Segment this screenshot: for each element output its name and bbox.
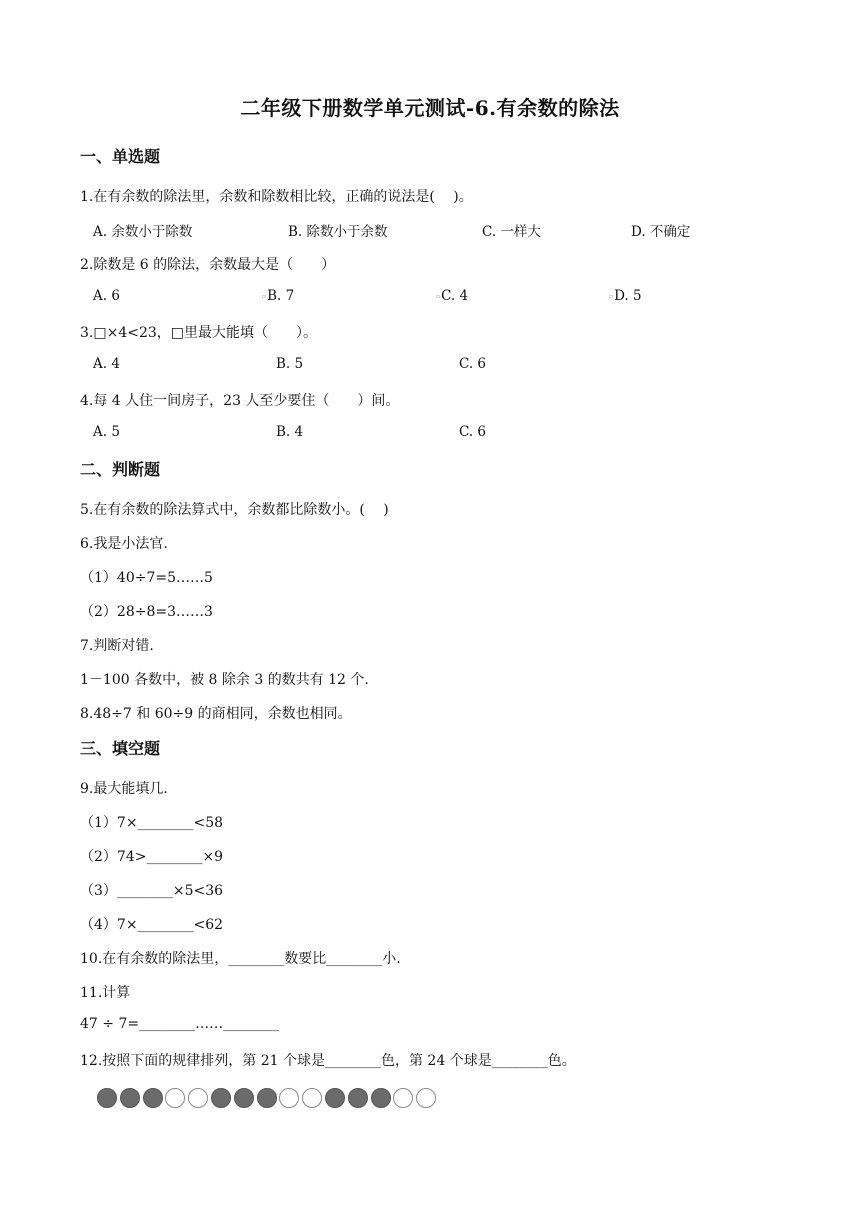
section-heading-true-false: 二、判断题 — [80, 460, 161, 479]
light-ball-icon — [188, 1088, 208, 1108]
q1-option-c[interactable]: C. 一样大 — [482, 224, 541, 240]
q2-option-c-label: C. 4 — [441, 288, 469, 304]
q1-option-d[interactable]: D. 不确定 — [631, 224, 691, 240]
question-12: 12.按照下面的规律排列，第 21 个球是________色，第 24 个球是________色。 — [80, 1053, 576, 1069]
dark-ball-icon — [325, 1088, 345, 1108]
q6-item-2: （2）28÷8=3……3 — [80, 604, 213, 620]
q9-item-2: （2）74>________×9 — [80, 849, 224, 865]
q1-option-b[interactable]: B. 除数小于余数 — [288, 224, 388, 240]
dark-ball-icon — [348, 1088, 368, 1108]
question-7: 7.判断对错. — [80, 638, 154, 654]
q7-statement: 1－100 各数中，被 8 除余 3 的数共有 12 个. — [80, 672, 369, 688]
bullet-dot-icon: ▫ — [609, 293, 614, 300]
section-heading-single-choice: 一、单选题 — [80, 147, 161, 166]
question-10: 10.在有余数的除法里，________数要比________小. — [80, 951, 401, 967]
bullet-dot-icon: ▫ — [262, 293, 267, 300]
question-1: 1.在有余数的除法里，余数和除数相比较，正确的说法是( )。 — [80, 189, 473, 205]
q11-calculation: 47 ÷ 7=________……________ — [80, 1016, 280, 1032]
q9-item-1: （1）7×________<58 — [80, 815, 224, 831]
page-title: 二年级下册数学单元测试-6.有余数的除法 — [240, 96, 620, 120]
light-ball-icon — [416, 1088, 436, 1108]
q3-option-a[interactable]: A. 4 — [93, 356, 120, 372]
q2-option-d-label: D. 5 — [614, 288, 642, 304]
q2-option-d[interactable] — [609, 288, 642, 304]
section-heading-fill-in: 三、填空题 — [80, 739, 161, 758]
dark-ball-icon — [211, 1088, 231, 1108]
q9-item-3: （3）________×5<36 — [80, 883, 224, 899]
q3-option-c[interactable]: C. 6 — [459, 356, 487, 372]
dark-ball-icon — [143, 1088, 163, 1108]
q2-option-b[interactable] — [262, 288, 294, 304]
question-4: 4.每 4 人住一间房子，23 人至少要住（ ）间。 — [80, 393, 400, 409]
dark-ball-icon — [371, 1088, 391, 1108]
q9-item-4: （4）7×________<62 — [80, 917, 224, 933]
question-2: 2.除数是 6 的除法，余数最大是（ ） — [80, 257, 336, 273]
dark-ball-icon — [120, 1088, 140, 1108]
light-ball-icon — [165, 1088, 185, 1108]
question-5: 5.在有余数的除法算式中，余数都比除数小。( ) — [80, 502, 389, 518]
q4-option-a[interactable]: A. 5 — [93, 424, 120, 440]
bullet-dot-icon: ▫ — [436, 293, 441, 300]
q6-item-1: （1）40÷7=5……5 — [80, 570, 213, 586]
question-6: 6.我是小法官. — [80, 536, 168, 552]
question-11: 11.计算 — [80, 985, 131, 1001]
light-ball-icon — [279, 1088, 299, 1108]
q4-option-c[interactable]: C. 6 — [459, 424, 487, 440]
dark-ball-icon — [234, 1088, 254, 1108]
q3-option-b[interactable]: B. 5 — [276, 356, 304, 372]
q2-option-c[interactable] — [436, 288, 468, 304]
question-9: 9.最大能填几. — [80, 781, 168, 797]
dark-ball-icon — [97, 1088, 117, 1108]
q2-option-a[interactable]: A. 6 — [93, 288, 120, 304]
light-ball-icon — [302, 1088, 322, 1108]
q2-option-b-label: B. 7 — [267, 288, 295, 304]
question-3: 3.□×4<23，□里最大能填（ ）。 — [80, 325, 317, 341]
question-8: 8.48÷7 和 60÷9 的商相同，余数也相同。 — [80, 706, 352, 722]
q1-option-a[interactable]: A. 余数小于除数 — [93, 224, 193, 240]
light-ball-icon — [393, 1088, 413, 1108]
dark-ball-icon — [257, 1088, 277, 1108]
q4-option-b[interactable]: B. 4 — [276, 424, 304, 440]
